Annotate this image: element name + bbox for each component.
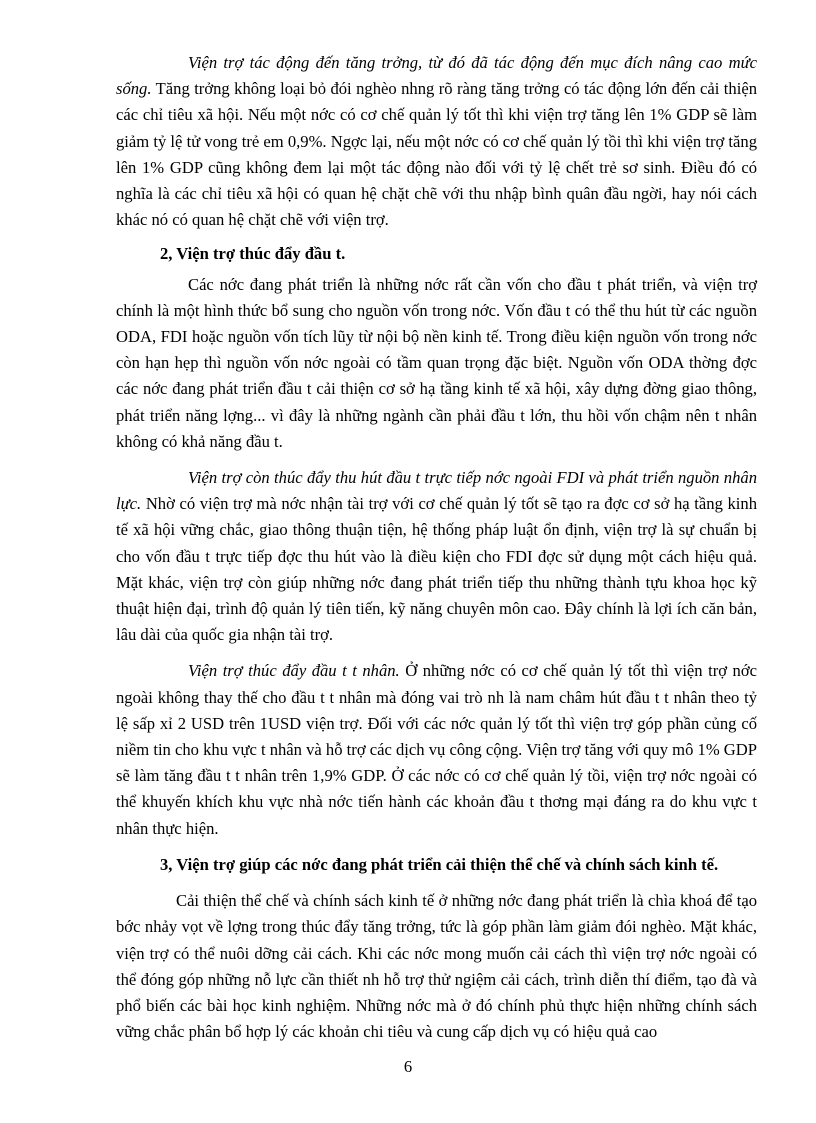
italic-lead-fdi: Viện trợ còn thúc đẩy thu hút đầu t trực tiếp nớc ngoài FDI và phát triển nguồn nhân lực. bbox=[116, 468, 757, 514]
body-fdi: Nhờ có viện trợ mà nớc nhận tài trợ với cơ chế quản lý tốt sẽ tạo ra đợc cơ sở hạ tầng kinh tế xã hội vững chắc, giao thông thuận tiện, hệ thống pháp luật ổn định, viện trợ là sự chuẩn bị cho vốn đầu t trực tiếp đợc thu hút vào là điều kiện cho FDI đợc sử dụng một cách hiệu quả. Mặt khác, viện trợ còn giúp những nớc đang phát triển tiếp thu những thành tựu khoa học kỹ thuật hiện đại, trình độ quản lý tiên tiến, kỹ năng chuyên môn cao. Đây chính là lợi ích căn bản, lâu dài của quốc gia nhận tài trợ. bbox=[116, 494, 757, 645]
paragraph-private-investment bbox=[116, 658, 757, 841]
paragraph-investment: Các nớc đang phát triển là những nớc rất cần vốn cho đầu t phát triển, và viện trợ chính là một hình thức bổ sung cho nguồn vốn trong nớc. Vốn đầu t có thể thu hút từ các nguồn ODA, FDI hoặc nguồn vốn tích lũy từ nội bộ nền kinh tế. Trong điều kiện nguồn vốn trong nớc còn hạn hẹp thì nguồn vốn nớc ngoài có tầm quan trọng đặc biệt. Nguồn vốn ODA thờng đợc các nớc đang phát triển đầu t cải thiện cơ sở hạ tầng kinh tế xã hội, xây dựng đờng giao thông, phát triển năng lợng... vì đây là những ngành cần phải đầu t lớn, thu hồi vốn chậm nên t nhân không có khả năng đầu t. bbox=[116, 274, 757, 451]
document-page bbox=[116, 50, 757, 1045]
section-heading-2: 2, Viện trợ thúc đẩy đầu t. bbox=[160, 244, 346, 264]
italic-lead-aid-growth: Viện trợ tác động đến tăng trởng, từ đó đã tác động đến mục đích nâng cao mức sống. bbox=[116, 53, 757, 99]
paragraph-aid-growth bbox=[116, 50, 757, 233]
paragraph-fdi bbox=[116, 465, 757, 648]
page-number: 6 bbox=[403, 1057, 413, 1076]
paragraph-institutions: Cải thiện thể chế và chính sách kinh tế ở những nớc đang phát triển là chìa khoá để tạo bớc nhảy vọt về lợng trong thúc đẩy tăng trởng, tức là góp phần làm giảm đói nghèo. Mặt khác, viện trợ có thể nuôi dỡng cải cách. Khi các nớc mong muốn cải cách thì viện trợ nớc ngoài có thể đóng góp những nỗ lực cần thiết nh hỗ trợ thử ngiệm cải cách, trình diễn thí điểm, tạo đà và phổ biến các bài học kinh nghiệm. Những nớc mà ở đó chính phủ thực hiện những chính sách vững chắc phân bổ hợp lý các khoản chi tiêu và cung cấp dịch vụ có hiệu quả cao bbox=[116, 891, 757, 1042]
body-aid-growth: Tăng trởng không loại bỏ đói nghèo nhng rõ ràng tăng trởng có tác động lớn đến cải thiện các chỉ tiêu xã hội. Nếu một nớc có cơ chế quản lý tốt thì khi viện trợ tăng lên 1% GDP sẽ làm giảm tỷ lệ tử vong trẻ em 0,9%. Ngợc lại, nếu một nớc có cơ chế quản lý tồi thì khi viện trợ tăng lên 1% GDP cũng không đem lại một tác động nào đối với tỷ lệ chết trẻ sơ sinh. Điều đó có nghĩa là các chỉ tiêu xã hội có quan hệ chặt chẽ với thu nhập bình quân đầu ngời, hay nói cách khác nó có quan hệ chặt chẽ với viện trợ. bbox=[116, 79, 757, 230]
italic-lead-private: Viện trợ thúc đẩy đầu t t nhân. bbox=[188, 661, 400, 681]
section-heading-3: 3, Viện trợ giúp các nớc đang phát triển cải thiện thể chế và chính sách kinh tế. bbox=[160, 854, 719, 874]
body-private: Ở những nớc có cơ chế quản lý tốt thì viện trợ nớc ngoài không thay thế cho đầu t t nhân mà đóng vai trò nh là nam châm hút đầu t t nhân theo tỷ lệ sấp xỉ 2 USD trên 1USD viện trợ. Đối với các nớc quản lý tốt thì viện trợ góp phần củng cố niềm tin cho khu vực t nhân và hỗ trợ các dịch vụ công cộng. Viện trợ tăng với quy mô 1% GDP sẽ làm tăng đầu t t nhân trên 1,9% GDP. Ở các nớc có cơ chế quản lý tồi, viện trợ nớc ngoài có thể khuyến khích khu vực nhà nớc tiến hành các khoản đầu t thơng mại đáng ra do khu vực t nhân thực hiện. bbox=[116, 661, 757, 838]
